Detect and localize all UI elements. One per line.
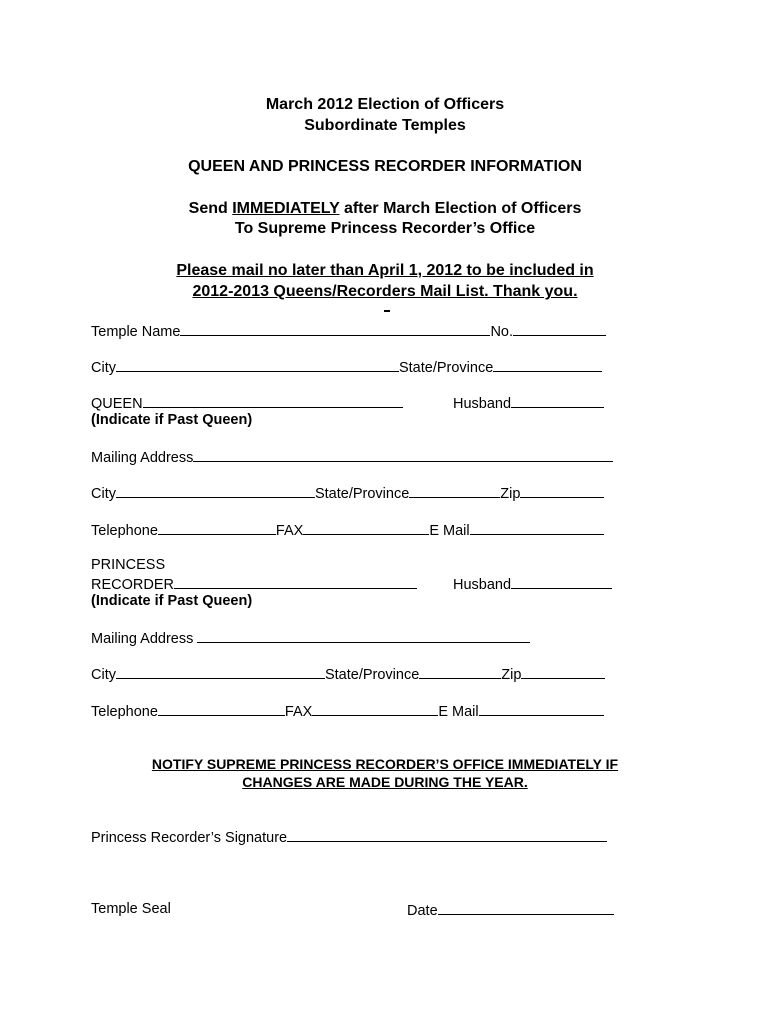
zip-label: Zip	[501, 667, 522, 683]
husband-label: Husband	[453, 396, 512, 412]
queen-city-field[interactable]	[116, 483, 315, 498]
queen-telephone-field[interactable]	[158, 520, 276, 535]
mail-deadline-line2: 2012-2013 Queens/Recorders Mail List. Thank you.	[192, 283, 578, 300]
city-field[interactable]	[116, 357, 399, 372]
date-row	[407, 900, 614, 920]
notify-line2: CHANGES ARE MADE DURING THE YEAR.	[242, 774, 528, 790]
fax-label: FAX	[284, 704, 313, 720]
recorder-contact-row	[91, 701, 604, 721]
mailing-address-label: Mailing Address	[91, 631, 198, 647]
recorder-fax-field[interactable]	[312, 701, 438, 716]
temple-city-row	[91, 357, 602, 377]
section-heading: QUEEN AND PRINCESS RECORDER INFORMATION	[188, 158, 582, 175]
email-label: E Mail	[438, 704, 479, 720]
recorder-name-field[interactable]	[174, 574, 417, 589]
state-label: State/Province	[398, 360, 494, 376]
recorder-husband-row	[453, 574, 612, 594]
signature-label: Princess Recorder’s Signature	[91, 830, 288, 846]
state-label: State/Province	[314, 486, 410, 502]
recorder-label: RECORDER	[91, 577, 174, 593]
mail-deadline-line1: Please mail no later than April 1, 2012 to be included in	[176, 262, 594, 279]
date-field[interactable]	[438, 900, 614, 915]
mailing-address-label: Mailing Address	[91, 450, 194, 466]
queen-contact-row	[91, 520, 604, 540]
queen-row	[91, 393, 403, 413]
recorder-mailing-row	[91, 628, 530, 648]
form-title: March 2012 Election of Officers	[265, 96, 505, 113]
telephone-label: Telephone	[91, 523, 158, 539]
city-label: City	[91, 486, 116, 502]
recorder-husband-field[interactable]	[511, 574, 612, 589]
temple-number-label: No.	[490, 324, 514, 340]
queen-name-field[interactable]	[143, 393, 403, 408]
send-emphasis: IMMEDIATELY	[232, 200, 340, 217]
queen-mailing-row	[91, 447, 613, 467]
fax-label: FAX	[275, 523, 304, 539]
past-queen-note: (Indicate if Past Queen)	[91, 593, 253, 609]
princess-label: PRINCESS	[91, 557, 166, 573]
date-label: Date	[407, 903, 438, 919]
temple-name-label: Temple Name	[91, 324, 181, 340]
telephone-label: Telephone	[91, 704, 158, 720]
recorder-state-field[interactable]	[419, 664, 501, 679]
queen-zip-field[interactable]	[520, 483, 604, 498]
city-label: City	[91, 667, 116, 683]
past-queen-note: (Indicate if Past Queen)	[91, 412, 253, 428]
queen-husband-row	[453, 393, 604, 413]
temple-seal-label: Temple Seal	[91, 901, 171, 917]
recorder-telephone-field[interactable]	[158, 701, 285, 716]
send-instruction	[0, 198, 770, 219]
husband-label: Husband	[453, 577, 512, 593]
recipient-office: To Supreme Princess Recorder’s Office	[234, 220, 536, 237]
city-label: City	[91, 360, 116, 376]
queen-mailing-address-field[interactable]	[193, 447, 613, 462]
recorder-zip-field[interactable]	[521, 664, 605, 679]
recorder-city-field[interactable]	[116, 664, 325, 679]
queen-fax-field[interactable]	[303, 520, 429, 535]
recorder-mailing-address-field[interactable]	[197, 628, 530, 643]
queen-state-field[interactable]	[409, 483, 500, 498]
queen-city-row	[91, 483, 604, 503]
temple-number-field[interactable]	[513, 321, 606, 336]
zip-label: Zip	[500, 486, 521, 502]
small-dash	[384, 310, 390, 312]
send-suffix: after March Election of Officers	[339, 200, 582, 217]
recorder-row	[91, 574, 417, 594]
state-field[interactable]	[493, 357, 602, 372]
notify-line1: NOTIFY SUPREME PRINCESS RECORDER’S OFFICE IMMEDIATELY IF	[151, 756, 619, 772]
signature-field[interactable]	[287, 827, 607, 842]
recorder-city-row	[91, 664, 605, 684]
queen-husband-field[interactable]	[511, 393, 604, 408]
recorder-email-field[interactable]	[479, 701, 604, 716]
queen-email-field[interactable]	[470, 520, 604, 535]
temple-name-field[interactable]	[180, 321, 490, 336]
temple-name-row	[91, 321, 606, 341]
form-subtitle: Subordinate Temples	[304, 117, 466, 134]
email-label: E Mail	[429, 523, 470, 539]
signature-row	[91, 827, 607, 847]
state-label: State/Province	[324, 667, 420, 683]
queen-label: QUEEN	[91, 396, 143, 412]
send-prefix: Send	[188, 200, 233, 217]
